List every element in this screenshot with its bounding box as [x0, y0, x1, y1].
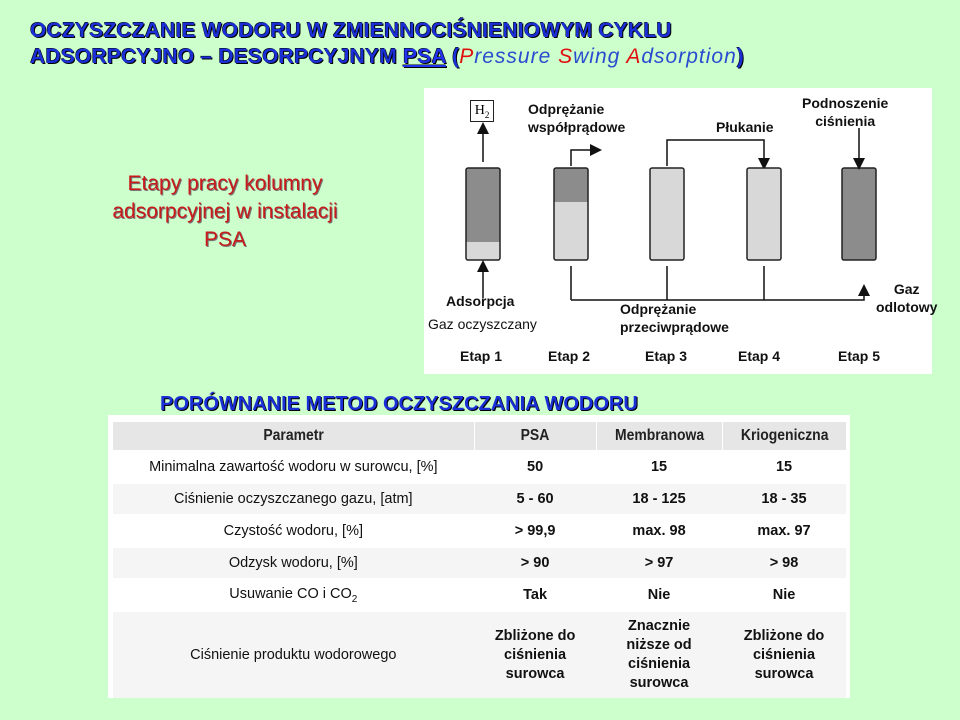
comparison-table-panel	[108, 415, 850, 698]
row-cryogenic: Nie	[722, 579, 846, 611]
comparison-table	[112, 422, 846, 698]
row-psa: > 90	[474, 547, 596, 579]
column-2	[554, 150, 596, 260]
header-psa: PSA	[474, 422, 596, 451]
table-row	[113, 611, 847, 698]
row-psa: Tak	[474, 579, 596, 611]
row-param: Odzysk wodoru, [%]	[113, 547, 475, 579]
title-a-letter: A	[626, 45, 642, 68]
row-psa: 50	[474, 451, 596, 483]
row-param: Ciśnienie oczyszczanego gazu, [atm]	[113, 483, 475, 515]
title-line-1: OCZYSZCZANIE WODORU W ZMIENNOCIŚNIENIOWYM CYKLU	[30, 19, 672, 42]
subtitle-line-2: adsorpcyjnej w instalacji	[112, 200, 338, 223]
row-membrane: 15	[596, 451, 722, 483]
row-param: Czystość wodoru, [%]	[113, 515, 475, 547]
header-parameter: Parametr	[113, 422, 475, 451]
title-line-2	[30, 44, 950, 70]
row-cryogenic: 15	[722, 451, 846, 483]
row-psa: > 99,9	[474, 515, 596, 547]
table-row	[113, 547, 847, 579]
subtitle-line-1: Etapy pracy kolumny	[127, 172, 323, 195]
row-membrane: Znacznie niższe od ciśnienia surowca	[596, 611, 722, 698]
row-membrane: Nie	[596, 579, 722, 611]
table-header-row	[113, 422, 847, 451]
row-cryogenic: max. 97	[722, 515, 846, 547]
column-4	[747, 168, 781, 300]
column-5	[842, 128, 876, 260]
header-cryogenic: Kriogeniczna	[722, 422, 846, 451]
row-cryogenic: 18 - 35	[722, 483, 846, 515]
tail-gas-line	[571, 290, 864, 300]
label-cocurrent-depressurization: Odprężanie współprądowe	[528, 101, 626, 135]
title-psa: PSA	[402, 45, 446, 68]
title-paren-close: )	[736, 45, 744, 68]
stage-1-label: Etap 1	[460, 348, 503, 364]
label-purge: Płukanie	[716, 119, 774, 135]
title-p-letter: P	[459, 45, 475, 68]
h2-label: $H_2$	[470, 100, 494, 122]
title-s-rest: wing	[573, 45, 627, 68]
row-psa: 5 - 60	[474, 483, 596, 515]
stage-4-label: Etap 4	[738, 348, 781, 364]
title-a-rest: dsorption	[641, 45, 737, 68]
row-membrane: max. 98	[596, 515, 722, 547]
column-1	[466, 128, 500, 298]
table-row	[113, 451, 847, 483]
psa-stages-diagram	[424, 88, 938, 374]
stage-2-label: Etap 2	[548, 348, 591, 364]
label-countercurrent-depressurization: Odprężanie przeciwprądowe	[620, 301, 729, 335]
label-tail-gas: Gaz odlotowy	[876, 281, 938, 315]
row-param-co: Usuwanie CO i $CO_2$	[113, 579, 475, 611]
table-row	[113, 515, 847, 547]
row-psa: Zbliżone do ciśnienia surowca	[474, 611, 596, 698]
title-s-letter: S	[558, 45, 574, 68]
title-p-rest: ressure	[474, 45, 559, 68]
title-paren-open: (	[445, 45, 460, 68]
row-membrane: > 97	[596, 547, 722, 579]
header-membrane: Membranowa	[596, 422, 722, 451]
table-row	[113, 483, 847, 515]
subtitle-line-3: PSA	[203, 228, 247, 251]
label-repressurization: Podnoszenie ciśnienia	[802, 95, 889, 129]
row-cryogenic: Zbliżone do ciśnienia surowca	[722, 611, 846, 698]
page-title	[30, 18, 950, 70]
stage-5-label: Etap 5	[838, 348, 881, 364]
row-cryogenic: > 98	[722, 547, 846, 579]
stages-subtitle	[70, 170, 380, 254]
comparison-title: PORÓWNANIE METOD OCZYSZCZANIA WODORU	[160, 393, 638, 415]
stage-3-label: Etap 3	[645, 348, 688, 364]
table-row	[113, 579, 847, 611]
title-prefix: ADSORPCYJNO – DESORPCYJNYM	[30, 45, 403, 68]
label-adsorption: Adsorpcja	[446, 293, 515, 309]
row-membrane: 18 - 125	[596, 483, 722, 515]
label-feed-gas: Gaz oczyszczany	[428, 316, 537, 332]
row-param: Ciśnienie produktu wodorowego	[113, 611, 475, 698]
row-param: Minimalna zawartość wodoru w surowcu, [%]	[113, 451, 475, 483]
